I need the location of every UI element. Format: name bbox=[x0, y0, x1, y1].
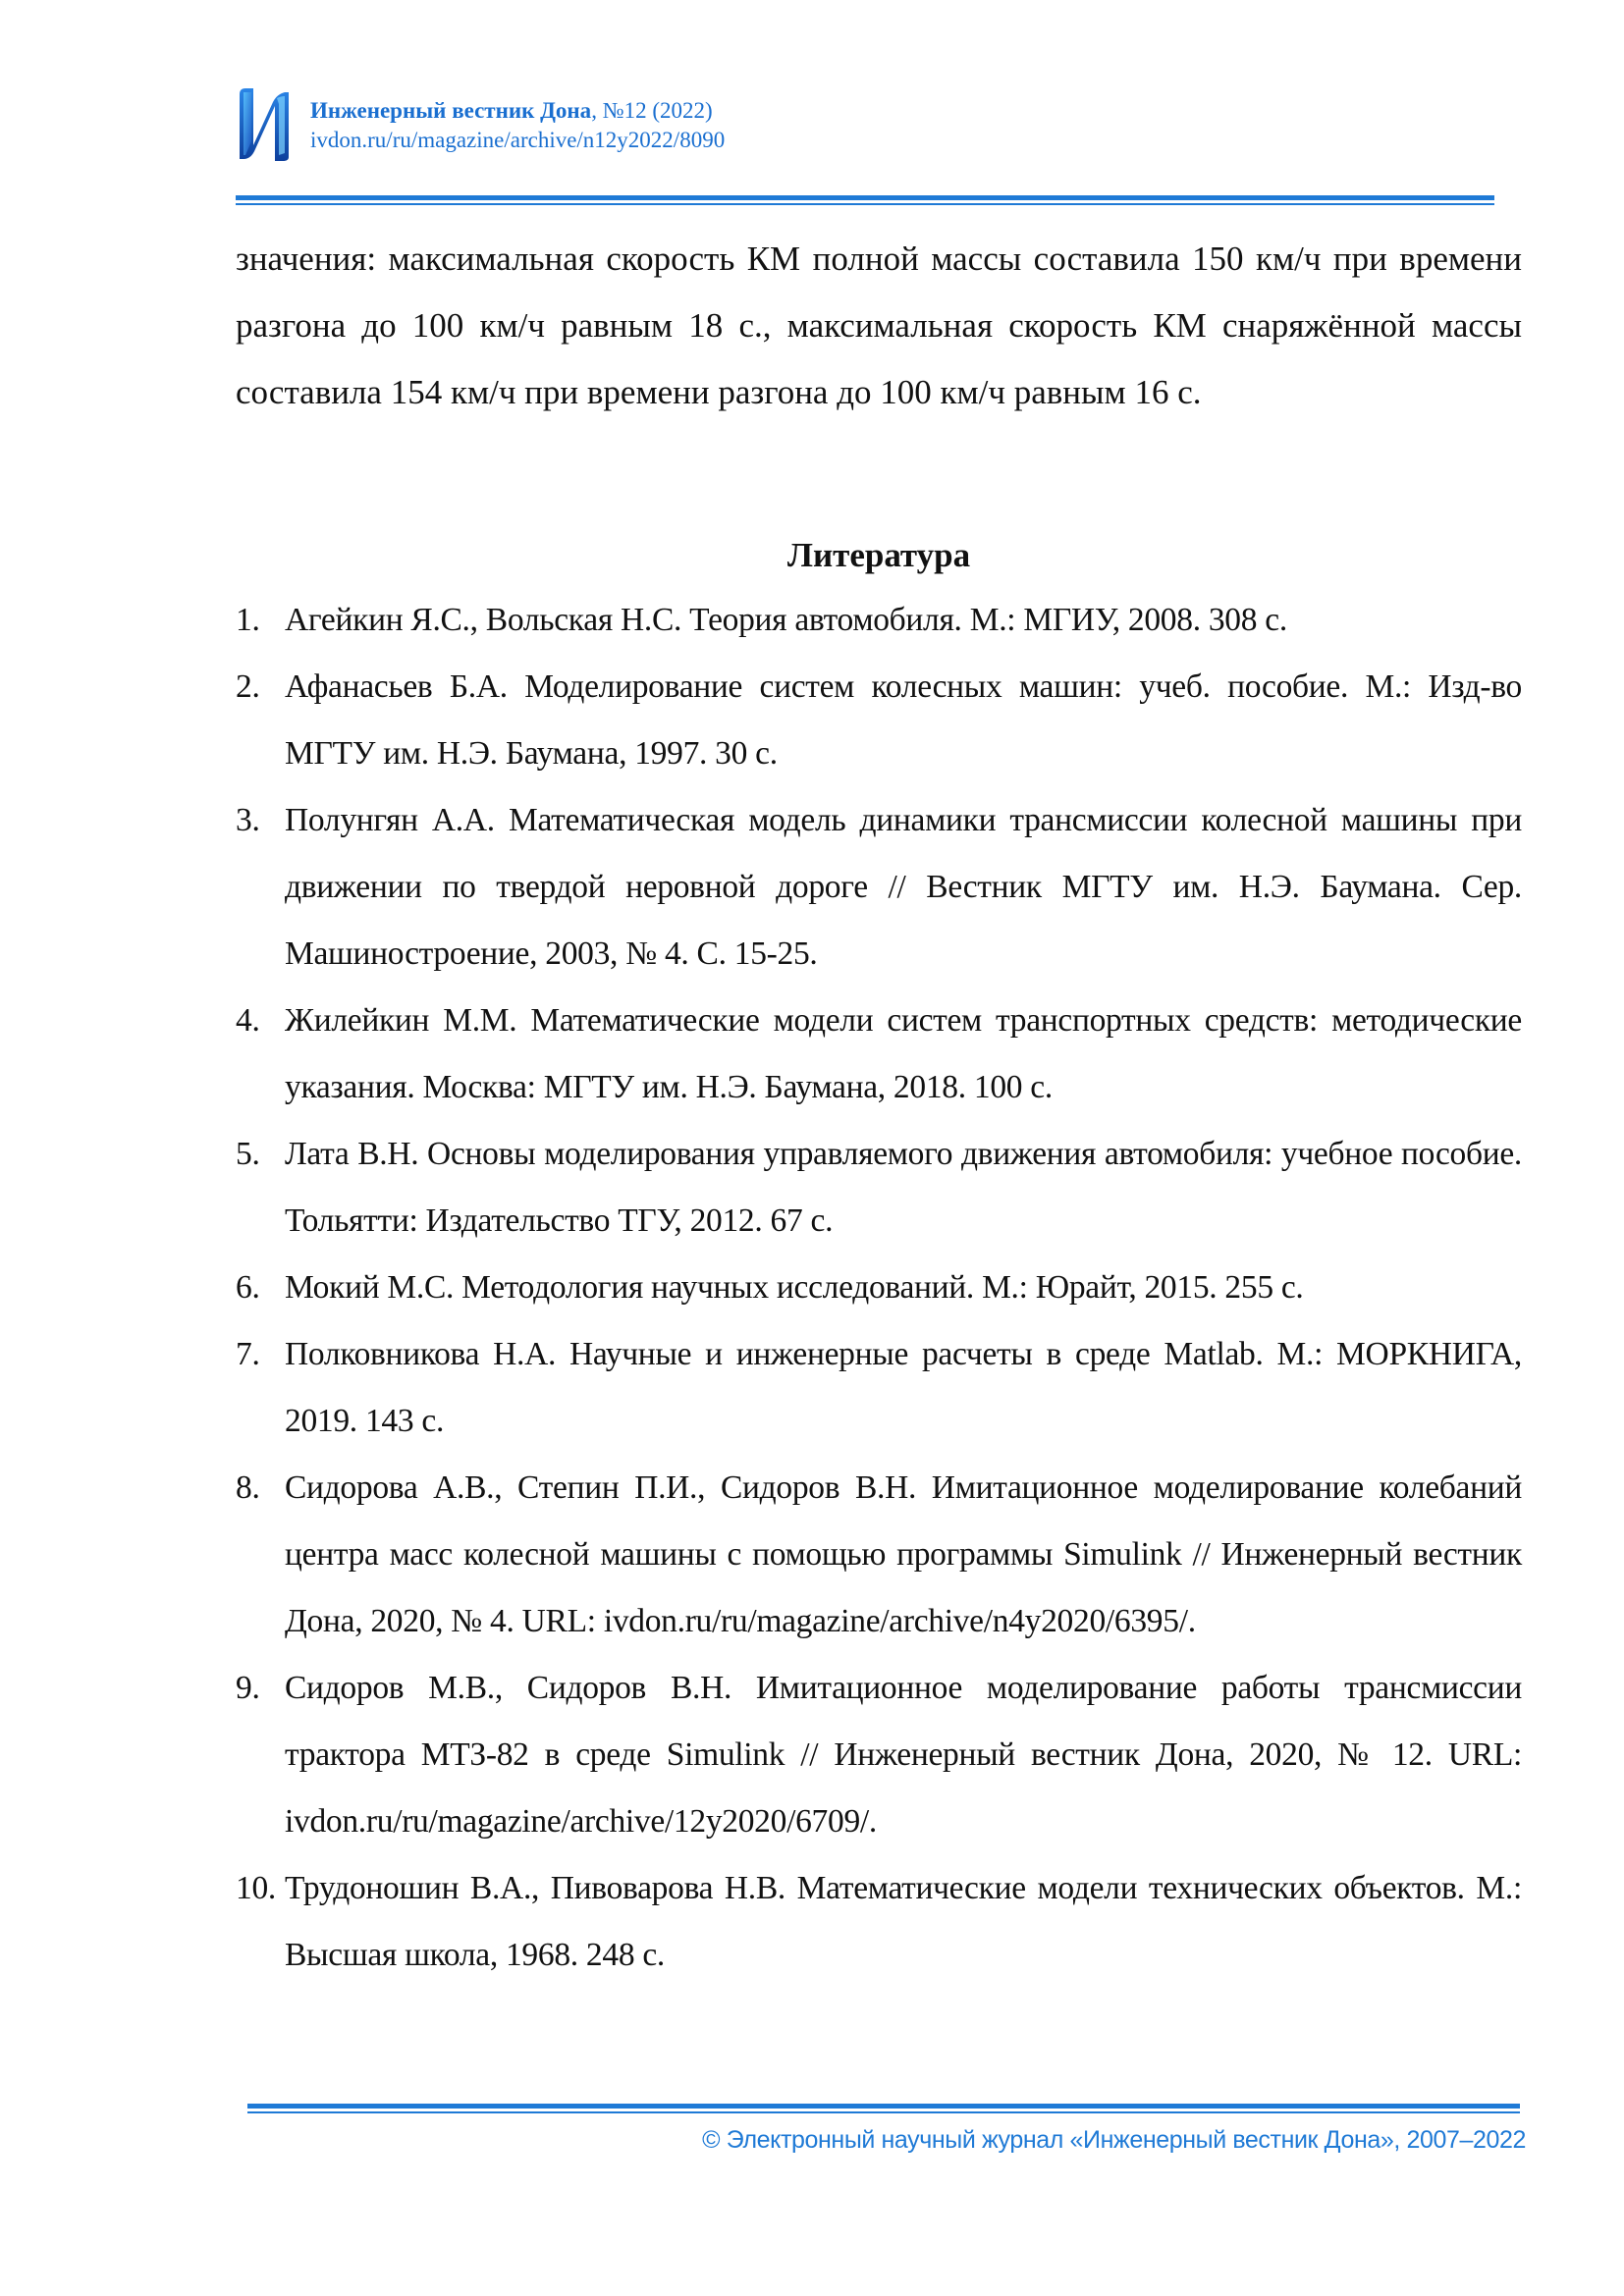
journal-issue: , №12 (2022) bbox=[591, 98, 713, 123]
reference-number: 5. bbox=[236, 1136, 260, 1172]
reference-number: 1. bbox=[236, 602, 260, 638]
reference-text: Афанасьев Б.А. Моделирование систем колесных машин: учеб. пособие. М.: Изд-во МГТУ им. Н.Э. Баумана, 1997. 30 с. bbox=[285, 668, 1522, 772]
reference-item bbox=[236, 587, 1522, 654]
reference-text: Трудоношин В.А., Пивоварова Н.В. Математические модели технических объектов. М.: Высшая школа, 1968. 248 с. bbox=[285, 1870, 1522, 1973]
reference-text: Полковникова Н.А. Научные и инженерные расчеты в среде Matlab. М.: МОРКНИГА, 2019. 143 с. bbox=[285, 1336, 1522, 1439]
reference-item bbox=[236, 787, 1522, 988]
reference-number: 2. bbox=[236, 668, 260, 705]
reference-number: 8. bbox=[236, 1469, 260, 1506]
article-url[interactable]: ivdon.ru/ru/magazine/archive/n12y2022/8090 bbox=[310, 128, 726, 152]
reference-text: Сидоров М.В., Сидоров В.Н. Имитационное моделирование работы трансмиссии трактора МТЗ-82 в среде Simulink // Инженерный вестник Дона, 2020, № 12. URL: ivdon.ru/ru/magazine/archive/12y2020/6709/. bbox=[285, 1670, 1522, 1840]
journal-logo-icon bbox=[236, 84, 291, 163]
reference-text: Мокий М.С. Методология научных исследований. М.: Юрайт, 2015. 255 с. bbox=[285, 1269, 1304, 1306]
reference-text: Жилейкин М.М. Математические модели систем транспортных средств: методические указания. Москва: МГТУ им. Н.Э. Баумана, 2018. 100 с. bbox=[285, 1002, 1522, 1105]
reference-text: Сидорова А.В., Степин П.И., Сидоров В.Н. Имитационное моделирование колебаний центра масс колесной машины с помощью программы Simulink // Инженерный вестник Дона, 2020, № 4. URL: ivdon.ru/ru/magazine/archive/n4y2020/6395/. bbox=[285, 1469, 1522, 1639]
reference-text: Агейкин Я.С., Вольская Н.С. Теория автомобиля. М.: МГИУ, 2008. 308 с. bbox=[285, 602, 1287, 638]
reference-text: Полунгян А.А. Математическая модель динамики трансмиссии колесной машины при движении по твердой неровной дороге // Вестник МГТУ им. Н.Э. Баумана. Сер. Машиностроение, 2003, № 4. С. 15-25. bbox=[285, 802, 1522, 972]
page-header bbox=[236, 82, 1512, 167]
reference-item bbox=[236, 1855, 1522, 1989]
reference-item bbox=[236, 1121, 1522, 1255]
reference-number: 9. bbox=[236, 1670, 260, 1706]
reference-number: 4. bbox=[236, 1002, 260, 1039]
reference-number: 6. bbox=[236, 1269, 260, 1306]
reference-item bbox=[236, 1321, 1522, 1455]
reference-item bbox=[236, 1255, 1522, 1321]
footer-copyright: © Электронный научный журнал «Инженерный вестник Дона», 2007–2022 bbox=[702, 2126, 1526, 2154]
journal-title-line bbox=[310, 96, 725, 126]
reference-number: 7. bbox=[236, 1336, 260, 1372]
reference-item bbox=[236, 1655, 1522, 1855]
journal-info bbox=[310, 96, 725, 155]
reference-text: Лата В.Н. Основы моделирования управляемого движения автомобиля: учебное пособие. Тольятти: Издательство ТГУ, 2012. 67 с. bbox=[285, 1136, 1522, 1239]
references-list bbox=[236, 587, 1522, 1989]
reference-item bbox=[236, 988, 1522, 1121]
reference-number: 3. bbox=[236, 802, 260, 838]
reference-number: 10. bbox=[236, 1870, 276, 1906]
reference-item bbox=[236, 1455, 1522, 1655]
journal-name: Инженерный вестник Дона bbox=[310, 98, 592, 123]
reference-item bbox=[236, 654, 1522, 787]
body-paragraph: значения: максимальная скорость КМ полной массы составила 150 км/ч при времени разгона до 100 км/ч равным 18 с., максимальная скорость КМ снаряжённой массы составила 154 км/ч при времени разгона до 100 км/ч равным 16 с. bbox=[236, 240, 1522, 411]
references-title: Литература bbox=[786, 536, 971, 574]
